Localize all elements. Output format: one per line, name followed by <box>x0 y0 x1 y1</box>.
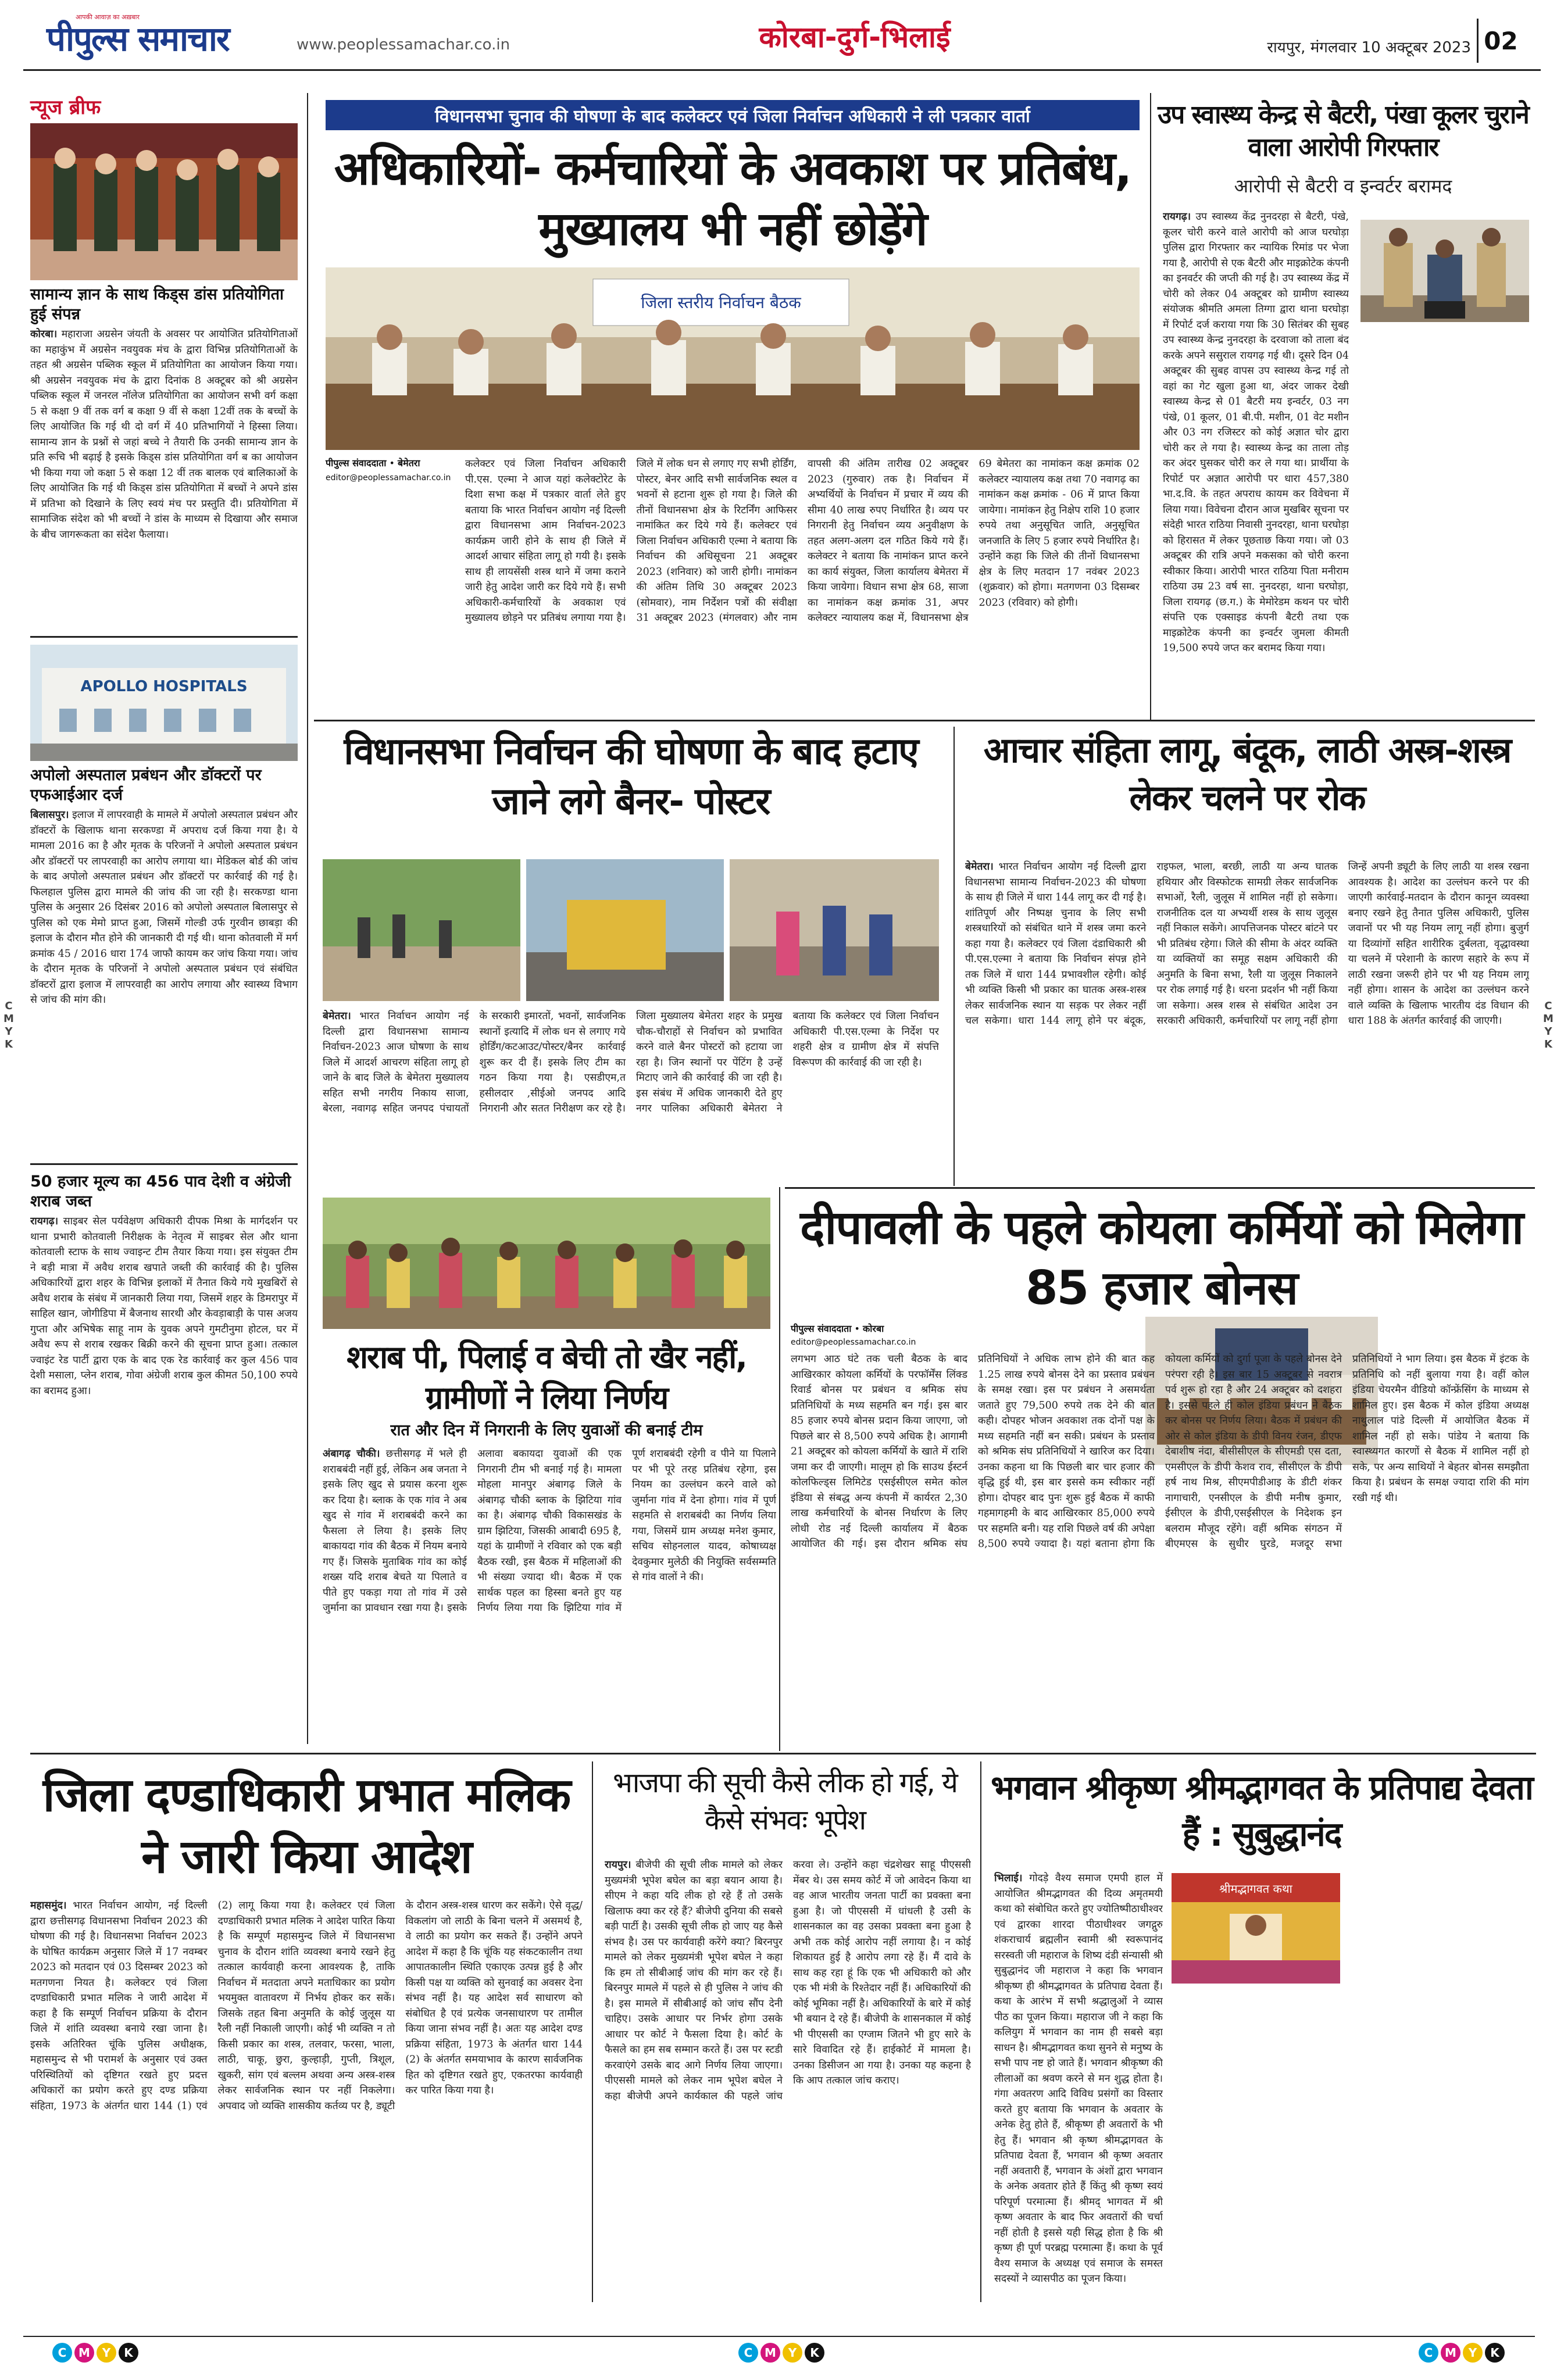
cmyk-marker-left: C M Y K <box>3 1000 14 1050</box>
page-number: 02 <box>1477 19 1523 63</box>
brief-3-title: 50 हजार मूल्य का 456 पाव देशी व अंग्रेजी शराब जब्त <box>30 1173 291 1210</box>
cmyk-m: M <box>760 2343 780 2363</box>
krishna-body-col1 <box>994 1871 1163 2301</box>
lead-body-text: कलेक्टर एवं जिला निर्वाचन अधिकारी पी.एस. एल्मा ने आज यहां कलेक्टोरेट के दिशा सभा कक्ष में पत्रकार वार्ता लेते हुए बताया कि भारत निर्वाचन आयोग नई दिल्ली द्वारा विधानसभा आम निर्वाचन-2023 कार्यक्रम जारी होने के साथ ही जिले में आदर्श आचार संहिता लागू हो गयी है। इसके साथ ही लायसेंसी शस्त्र थाने में जमा कराने जारी हेतु आदेश जारी कर दिये गये हैं। सभी अधिकारी-कर्मचारियों के अवकाश एवं मुख्यालय छोड़ने पर प्रतिबंध लगाया गया है। जिले में लोक धन से लगाए गए सभी होर्डिंग, पोस्टर, बेनर आदि सभी सार्वजनिक स्थल व भवनों से हटाना शुरू हो गया है। जिले की तीनों विधानसभा क्षेत्र के रिटर्निंग आफिसर नामांकित कर दिये गये हैं। कलेक्टर एवं जिला निर्वाचन अधिकारी एल्मा ने बताया कि निर्वाचन की अधिसूचना 21 अक्टूबर 2023 (शनिवार) को जारी होगी। नामांकन की अंतिम तिथि 30 अक्टूबर 2023 (सोमवार), नाम निर्देशन पत्रों की संवीक्षा 31 अक्टूबर 2023 (मंगलवार) और नाम वापसी की अंतिम तारीख 02 अक्टूबर 2023 (गुरुवार) तक है। निर्वाचन में अभ्यर्थियों के निर्वाचन में प्रचार में व्यय की सीमा 40 लाख रुपए निर्धारित है। व्यय पर निगरानी हेतु निर्वाचन व्यय अनुवीक्षण के तहत अलग-अलग दल गठित किये गये हैं। कलेक्टर ने बताया कि नामांकन प्राप्त करने का कार्य संयुक्त, जिला कार्यालय बेमेतरा में किया जायेगा। विधान सभा क्षेत्र 68, साजा का नामांकन कक्ष क्रमांक 31, अपर कलेक्टर न्यायालय कक्ष में, विधानसभा क्षेत्र 69 बेमेतरा का नामांकन कक्ष क्रमांक 02 कलेक्टर न्यायालय कक्ष तथा 70 नवागढ़ का नामांकन कक्ष क्रमांक - 06 में प्राप्त किया जायेगा। नामांकन हेतु निक्षेप राशि 10 हजार रुपये तथा अनुसूचित जाति, अनुसूचित जनजाति के लिए 5 हजार रुपये निर्धारित है। उन्होंने कहा कि जिले की तीनों विधानसभा क्षेत्र के लिए मतदान 17 नवंबर 2023 (शुक्रवार) को होगा। मतगणना 03 दिसम्बर 2023 (रविवार) को होगी। <box>465 458 1140 624</box>
banner-headline: विधानसभा निर्वाचन की घोषणा के बाद हटाए जाने लगे बैनर- पोस्टर <box>344 730 918 823</box>
cmyk-k: K <box>119 2343 138 2363</box>
brief-2-body <box>30 807 298 1156</box>
liquor-headline: शराब पी, पिलाई व बेची तो खैर नहीं, ग्रामीणों ने लिया निर्णय <box>347 1339 747 1416</box>
logo-tagline: आपकी आवाज़ का अख़बार <box>76 13 140 21</box>
cmyk-c: C <box>52 2343 72 2363</box>
brief-3-text: साइबर सेल पर्यवेक्षण अधिकारी दीपक मिश्रा के मार्गदर्शन पर थाना प्रभारी कोतवाली निरीक्षक के नेतृत्व में साइबर सेल और थाना कोतवाली स्टाफ के साथ ज्वाइन्ट टीम तैयार किया गया। इस संयुक्त टीम ने बड़ी मात्रा में अवैध शराब खपाते जब्ती की कार्रवाई की है। पुलिस अधिकारियों द्वारा शहर के विभिन्न इलाकों में तैनात किये गये मुखबिरों से अवैध शराब के संबंध में जानकारी लिया गया, जिसमें शहर के डिमरापुर में साहिल खान, जोगीडिपा में बैजनाथ सारथी और केवड़ाबाड़ी के पास अजय गुप्ता और अभिषेक साहू नाम के युवक अपने गुमटीनुमा होटल, घर में अवैध रूप से शराब रखकर बिक्री करने की सूचना प्राप्त हुआ। तत्काल ज्वाइंट रेड पार्टी द्वारा एक के बाद एक रेड कार्रवाई कर कुल 456 पाव देशी मसाला, प्लेन शराब, गोवा अंग्रेजी शराब कुल कीमत 50,100 रुपये का बरामद हुआ। <box>30 1216 298 1397</box>
lead-meeting-photo <box>326 267 1140 450</box>
dm-headline: जिला दण्डाधिकारी प्रभात मलिक ने जारी किया आदेश <box>42 1768 570 1884</box>
bonus-text: लगभग आठ घंटे तक चली बैठक के बाद आखिरकार कोयला कर्मियों के परफॉर्मेंस लिंक्ड रिवार्ड बोनस पर प्रबंधन व श्रमिक संघ प्रतिनिधियों के मध्य सहमति बन गई। इस बार 85 हजार रुपये बोनस प्रदान किया जाएगा, जो पिछले बार से 8,500 रुपये अधिक है। आगामी 21 अक्टूबर को कोयला कर्मियों के खाते में राशि जमा कर दी जाएगी। मालूम हो कि साउथ ईस्टर्न कोलफिल्ड्स लिमिटेड एसईसीएल समेत कोल इंडिया से संबद्ध अन्य कंपनी में कार्यरत 2,30 लाख कर्मचारियों के बोनस निर्धारण के लिए लोधी रोड नई दिल्ली कार्यालय में बैठक आयोजित की गई। इस दौरान श्रमिक संघ प्रतिनिधियों ने अधिक लाभ होने की बात कह 1.25 लाख रुपये बोनस देने का प्रस्ताव प्रबंधन के समक्ष रखा। इस पर प्रबंधन ने असमर्थता जताते हुए 79,500 रुपये तक देने की बात कही। दोपहर भोजन अवकाश तक दोनों पक्ष के मध्य सहमति नहीं बन सकी। प्रबंधन के प्रस्ताव को श्रमिक संघ प्रतिनिधियों ने खारिज कर दिया। उनका कहना था कि पिछली बार चार हजार की वृद्धि हुई थी, इस बार इससे कम स्वीकार नहीं होगा। दोपहर बाद पुनः शुरू हुई बैठक में काफी गहमागहमी के बाद आखिरकार 85,000 रुपये पर सहमति बनी। यह राशि पिछले वर्ष की अपेक्षा 8,500 रुपये ज्यादा है। यहां बताना होगा कि कोयला कर्मियों को दुर्गा पूजा के पहले बोनस देने परंपरा रही है। इस बार 15 अक्टूबर से नवरात्र पर्व शुरू हो रहा है और 24 अक्टूबर को दशहरा है। इससे पहले ही कोल इंडिया प्रबंधन ने बैठक कर बोनस पर निर्णय लिया। बैठक में प्रबंधन की ओर से कोल इंडिया के डीपी विनय रंजन, डीएफ देबाशीष नंदा, बीसीसीएल के सीएमडी एस दता, एमसीएल के डीपी केशव राव, सीसीएल के डीपी हर्ष नाथ मिश्र, सीएमपीडीआइ के डीटी शंकर नागाचारी, एनसीएल के डीपी मनीष कुमार, ईसीएल के डीपी,एसईसीएल के निदेशक इन बलराम मौजूद रहेंगे। वहीं श्रमिक संगठन में बीएमएस के सुधीर घुरडे, मजदूर सभा प्रतिनिधियों ने भाग लिया। इस बैठक में इंटक के प्रतिनिधि को नहीं बुलाया गया है। वहीं कोल इंडिया चेयरमैन वीडियो कॉन्फ्रेंसिंग के माध्यम से शामिल हुए। इस बैठक में कोल इंडिया अध्यक्ष नाथुलाल पांडे दिल्ली में आयोजित बैठक में शामिल नहीं हो सके। पांडेय ने बताया कि स्वास्थ्यगत कारणों से बैठक में शामिल नहीं हो सके, पर अन्य साथियों ने बेहतर बोनस समझौता किया है। प्रबंधन के समक्ष ज्यादा राशि की मांग रखी गई थी। <box>791 1353 1529 1550</box>
news-brief-label: न्यूज ब्रीफ <box>30 96 101 119</box>
website[interactable]: www.peoplessamachar.co.in <box>297 36 510 53</box>
section-name: कोरबा-दुर्ग-भिलाई <box>759 20 951 54</box>
brief-3-body <box>30 1214 298 1627</box>
lead-byline: पीपुल्स संवाददाता • बेमेतरा editor@peoplessamachar.co.in <box>326 458 451 483</box>
cmyk-k: K <box>805 2343 824 2363</box>
banner-dateline: बेमेतरा। <box>323 1010 351 1022</box>
brief-2-dateline: बिलासपुर। <box>30 809 69 821</box>
bonus-email[interactable]: editor@peoplessamachar.co.in <box>791 1338 916 1347</box>
upper-band-rule <box>314 720 1535 721</box>
mid-band-rule <box>785 1187 1535 1189</box>
theft-body-right <box>1360 331 1529 709</box>
liquor-text: छत्तीसगढ़ में भले ही शराबबंदी नहीं हुई, लेकिन अब जनता ने इसके लिए खुद से प्रयास करना शुरू कर दिया है। ब्लाक के एक गांव ने अब खुद से गांव में शराबबंदी करने का फैसला ले लिया है। इसके लिए बाकायदा गांव की बैठक में नियम बनाये गए हैं। जिसके मुताबिक गांव का कोई शख्स यदि शराब बेचते या पिलाते व पीते हुए पकड़ा गया तो गांव में उसे जुर्माना का प्रावधान रखा गया है। इसके अलावा बकायदा युवाओं की एक निगरानी टीम भी बनाई गई है। मामला मोहला मानपुर अंबागढ़ जिले के अंबागढ़ चौकी ब्लाक के झिटिया गांव का है। अंबागढ़ चौकी विकासखंड के ग्राम झिटिया, जिसकी आबादी 695 है, यहां के ग्रामीणों ने रविवार को एक बड़ी बैठक रखी, इस बैठक में महिलाओं की भी संख्या ज्यादा थी। बैठक में एक सार्थक पहल का हिस्सा बनते हुए यह निर्णय लिया गया कि झिटिया गांव में पूर्ण शराबबंदी रहेगी व पीने या पिलाने पर भी पूरे तरह प्रतिबंध रहेगा, इस नियम का उल्लंघन करने वाले को जुर्माना गांव में देना होगा। गांव में पूर्ण सहमति से शराबबंदी का निर्णय लिया गया, जिसमें ग्राम अध्यक्ष मनेश कुमार, सचिव सोहनलाल यादव, कोषाध्यक्ष देवकुमार मुलेठी की नियुक्ति सर्वसम्मति से गांव वालों ने की। <box>323 1448 776 1614</box>
lead-headline: अधिकारियों- कर्मचारियों के अवकाश पर प्रतिबंध, मुख्यालय भी नहीं छोड़ेंगे <box>334 141 1131 256</box>
cmyk-y: Y <box>1463 2343 1483 2363</box>
footer-rule <box>23 2336 1535 2337</box>
krishna-text: गोदड़े वैश्य समाज एमपी हाल में आयोजित श्रीमद्भागवत की दिव्य अमृतमयी कथा को संबोधित करते हुए ज्योतिष्पीठाधीश्वर एवं द्वारका शारदा पीठाधीश्वर जगद्गुरु शंकराचार्य ब्रह्मलीन स्वामी श्री स्वरूपानंद सरस्वती जी महाराज के शिष्य दंडी संन्यासी श्री सुबुद्धानंद जी महाराज ने कहा कि भगवान श्रीकृष्ण ही श्रीमद्भागवत के प्रतिपाद्य देवता हैं। कथा के आरंभ में सभी श्रद्धालुओं ने व्यास पीठ का पूजन किया। महाराज जी ने कहा कि कलियुग में भगवान का नाम ही सबसे बड़ा साधन है। श्रीमद्भागवत कथा सुनने से मनुष्य के सभी पाप नष्ट हो जाते हैं। भगवान श्रीकृष्ण की लीलाओं का श्रवण करने से मन शुद्ध होता है। गंगा अवतरण आदि विविध प्रसंगों का विस्तार करते हुए बताया कि भगवान के अवतार के अनेक हेतु होते हैं, श्रीकृष्ण ही अवतारों के भी हेतु हैं। भगवान श्री कृष्ण श्रीमद्भागवत के प्रतिपाद्य देवता हैं, भगवान श्री कृष्ण अवतार नहीं अवतारी हैं, भगवान के अंशों द्वारा भगवान के अनेक अवतार होते हैं किंतु श्री कृष्ण स्वयं परिपूर्ण परमात्मा हैं। श्रीमद् भागवत में श्री कृष्ण अवतार के बाद फिर अवतारों की चर्चा नहीं होती है इससे यही सिद्ध होता है कि श्री कृष्ण ही पूर्ण परब्रह्म परमात्मा हैं। कथा के पूर्व वैश्य समाज के अध्यक्ष एवं समाज के समस्त सदस्यों ने व्यासपीठ का पूजन किया। <box>994 1872 1163 2285</box>
liquor-subhead: रात और दिन में निगरानी के लिए युवाओं की बनाई टीम <box>390 1421 703 1439</box>
brief-2-title: अपोलो अस्पताल प्रबंधन और डॉक्टरों पर एफआईआर दर्ज <box>30 766 262 804</box>
bjp-text: बीजेपी की सूची लीक मामले को लेकर मुख्यमंत्री भूपेश बघेल का बड़ा बयान आया है। सीएम ने कहा यदि लीक हो रहे हैं तो उसके खिलाफ क्या कर रहे हैं? बीजेपी दुनिया की सबसे बड़ी पार्टी है। उसकी सूची लीक हो जाए यह कैसे संभव है। उस पर कार्यवाही करेंगे क्या? बिरनपुर मामले को लेकर मुख्यमंत्री भूपेश बघेल ने कहा कि हम तो सीबीआई जांच की मांग कर रहे हैं। बिरनपुर मामले में पहले से ही पुलिस ने जांच की है। इस मामले में सीबीआई को जांच सौंप देनी चाहिए। उसके आधार पर निर्भर होगा उसके आधार पर कोर्ट ने फैसला दिया है। कोर्ट के फैसले का हम सब सम्मान करते हैं। उस पर स्टडी करवाएंगे उसके बाद आगे निर्णय लिया जाएगा। पीएससी मामले को लेकर नाम भूपेश बघेल ने कहा बीजेपी अपने कार्यकाल की पहले जांच करवा ले। उन्होंने कहा चंद्रशेखर साहू पीएससी मेंबर थे। उस समय कोर्ट में जो आवेदन किया था वह आज भारतीय जनता पार्टी का प्रवक्ता बना हुआ है। जो पीएससी में धांधली है उसी के शासनकाल का वह उसका प्रवक्ता बना हुआ है अभी तक कोई आरोप नहीं लगाया है। न कोई शिकायत हुई है आरोप लगा रहे हैं। मैं दावे के साथ कह रहा हूं कि एक भी अधिकारी को और एक भी मंत्री के रिश्तेदार नहीं हैं। अधिकारियों की कोई भूमिका नहीं है। अधिकारियों के बारे में कोई भी बयान दे रहे हैं। बीजेपी के शासनकाल में कोई भी पीएससी का एग्जाम जितने भी हुए सारे के सारे विवादित रहे हैं। हाईकोर्ट में मामला है। उनका डिसीजन आ गया है। उनका यह कहना है कि आप तत्काल जांच कराए। <box>605 1859 971 2102</box>
banner-body <box>323 1009 939 1195</box>
theft-text: उप स्वास्थ्य केंद्र नुनदरहा से बैटरी, पंखे, कूलर चोरी करने वाले आरोपी को आज घरघोड़ा पुलिस द्वारा गिरफ्तार कर न्यायिक रिमांड पर भेजा गया है, आरोपी से एक बैटरी और माइक्रोटेक कंपनी का इनवर्टर की जप्ती की गई है। उप स्वास्थ्य केंद्र में चोरी को लेकर 04 अक्टूबर को ग्रामीण स्वास्थ्य संयोजक श्रीमति अमला तिग्गा द्वारा थाना घरघोड़ा में रिपोर्ट दर्ज कराया गया कि 30 सितंबर की सुबह उप स्वास्थ्य केन्द्र नुनदरहा के दरवाजा को ताला बंद करके अपने ससुराल रायगढ़ गई थी। दूसरे दिन 04 अक्टूबर की सुबह वापस उप स्वास्थ्य केन्द्र गई तो वहां का गेट खुला हुआ था, अंदर जाकर देखी स्वास्थ्य केन्द्र से 01 बैटरी मय इन्वर्टर, 03 नग पंखे, 01 कूलर, 01 बी.पी. मशीन, 01 वेट मशीन और 03 नग रजिस्टर को कोई अज्ञात चोर द्वारा चोरी कर ले गया है। स्वास्थ्य केन्द्र का ताला तोड़ कर अंदर घुसकर चोरी कर ले गया था। प्रार्थीया के रिपोर्ट पर अज्ञात आरोपी पर धारा 457,380 भा.द.वि. के तहत अपराध कायम कर विवेचना में लिया गया। विवेचना दौरान आज मुखबिर सूचना पर संदेही भारत राठिया निवासी नुनदरहा, थाना घरघोड़ा को हिरासत में लेकर पूछताछ किया गया। जो 03 अक्टूबर की रात्रि अपने मकसका को चोरी करना स्वीकार किया। आरोपी भारत राठिया पिता मनीराम राठिया उम्र 23 वर्ष सा. नुनदरहा, थाना घरघोड़ा, जिला रायगढ़ (छ.ग.) के मेमोरेडम कथन पर चोरी संपत्ति एक एक्साइड कंपनी बैटरी तथा एक माइक्रोटेक कंपनी का इन्वर्टर जुमला कीमती 19,500 रुपये जप्त कर बरामद किया गया। <box>1163 211 1349 654</box>
code-text: भारत निर्वाचन आयोग नई दिल्ली द्वारा विधानसभा सामान्य निर्वाचन-2023 की घोषणा के साथ ही जिले में धारा 144 लागू कर दी गई है। शांतिपूर्ण और निष्पक्ष चुनाव के लिए सभी शस्त्रधारियों को संबंधित थाने में शस्त्र जमा करने कहा गया है। कलेक्टर एवं जिला दंडाधिकारी श्री पी.एस.एल्मा ने बताया कि निर्वाचन संपन्न होने तक जिले में धारा 144 प्रभावशील रहेगी। कोई भी व्यक्ति किसी भी प्रकार का घातक अस्त्र-शस्त्र लेकर सार्वजनिक स्थान या सड़क पर लेकर नहीं चल सकेगा। धारा 144 लागू होने पर बंदूक, राइफल, भाला, बरछी, लाठी या अन्य घातक हथियार और विस्फोटक सामग्री लेकर सार्वजनिक सभाओं, रैली, जुलूस में शामिल नहीं हो सकेगा। राजनीतिक दल या अभ्यर्थी शस्त्र के साथ जुलूस नहीं निकाल सकेंगे। आपत्तिजनक पोस्टर बांटने पर भी प्रतिबंध रहेगा। जिले की सीमा के अंदर व्यक्ति या व्यक्तियों का समूह सक्षम अधिकारी की अनुमति के बिना सभा, रैली या जुलूस निकालने पर रोक लगाई गई है। धरना प्रदर्शन भी नहीं किया जा सकेगा। अस्त्र शस्त्र से संबंधित आदेश उन सरकारी अधिकारी, कर्मचारियों पर लागू नहीं होगा जिन्हें अपनी ड्यूटी के लिए लाठी या शस्त्र रखना आवश्यक है। आदेश का उल्लंघन करने पर की जाएगी कार्रवाई-मतदान के दौरान कानून व्यवस्था बनाए रखने हेतु तैनात पुलिस अधिकारी, पुलिस जवानों पर भी यह नियम लागू नहीं होगा। बुजुर्ग या दिव्यांगों सहित शारीरिक दुर्बलता, वृद्धावस्था या चलने में परेशानी के कारण सहारे के रूप में लाठी रखना जरूरी होने पर भी यह नियम लागू नहीं होगा। शासन के आदेश का उल्लंघन करने वाले व्यक्ति के खिलाफ भारतीय दंड विधान की धारा 188 के अंतर्गत कार्रवाई की जाएगी। <box>965 861 1529 1027</box>
bonus-body <box>791 1352 1529 1747</box>
katha-banner-text: श्रीमद्भागवत कथा <box>1219 1882 1292 1896</box>
cmyk-footer-left <box>52 2343 138 2363</box>
cmyk-c: C <box>1419 2343 1438 2363</box>
brief-1-text: महाराजा अग्रसेन जंयती के अवसर पर आयोजित प्रतियोगिताओं का महाकुंभ में अग्रसेन नवयुवक मंच के द्वारा विभिन्न प्रतियोगिताओं के तहत श्री अग्रसेन पब्लिक स्कूल में प्रतियोगिता का आयोजन किया गया। श्री अग्रसेन नवयुवक मंच के द्वारा दिनांक 8 अक्टूबर को श्री अग्रसेन पब्लिक स्कूल में जनरल नॉलेज प्रतियोगिता का आयोजन सभी वर्ग कक्षा 5 से कक्षा 9 वीं तक वर्ग ब कक्षा 9 वीं से कक्षा 12वीं तक के बच्चों के लिए आयोजित कि गई थी दो वर्ग में 40 प्रतिभागियों ने हिस्सा लिया। सामान्य ज्ञान के प्रश्नों से जहां बच्चे ने तैयारी कि उनकी सामान्य ज्ञान के प्रति रूचि भी बढ़ाई है इसके किड्स डांस प्रतियोगिता वर्ग ब का आयोजन भी किया गया जो कक्षा 5 से कक्षा 12 वीं तक बालक एवं बालिकाओं के लिए आयोजित कि गई थी किड्स डांस प्रतियोगिता में बच्चों ने अपने डांस में प्रतिभा को दिखाने के लिए स्वयं मंच पर प्रस्तुति दी। प्रतियोगिता में सामाजिक संदेश को भी बच्चों ने डांस के माध्यम से दिखाया और समाज के बीच जागरूकता का संदेश फैलाया। <box>30 328 298 541</box>
bjp-body <box>605 1857 971 2299</box>
theft-dateline: रायगढ़। <box>1163 211 1191 223</box>
theft-headline: उप स्वास्थ्य केन्द्र से बैटरी, पंखा कूलर चुराने वाला आरोपी गिरफ्तार <box>1158 100 1529 162</box>
lower-band-rule <box>30 1753 1536 1754</box>
dm-text: भारत निर्वाचन आयोग, नई दिल्ली द्वारा छत्तीसगढ़ विधानसभा निर्वाचन 2023 की घोषणा की गई है। विधानसभा निर्वाचन 2023 के घोषित कार्यक्रम अनुसार जिले में 17 नवम्बर 2023 को मतदान एवं 03 दिसम्बर 2023 को मतगणना नियत है। कलेक्टर एवं जिला दण्डाधिकारी प्रभात मलिक ने जारी आदेश में कहा है कि सम्पूर्ण निर्वाचन प्रक्रिया के दौरान जिले में शांति व्यवस्था बनाये रखा जाना है। इसके अतिरिक्त चूंकि पुलिस अधीक्षक, महासमुन्द से भी परामर्श के अनुसार एवं उक्त परिस्थितियों को दृष्टिगत रखते हुए प्रदत्त अधिकारों का प्रयोग करते हुए दण्ड प्रक्रिया संहिता, 1973 के अंतर्गत धारा 144 (1) एवं (2) लागू किया गया है। कलेक्टर एवं जिला दण्डाधिकारी प्रभात मलिक ने आदेश पारित किया है कि सम्पूर्ण महासमुन्द जिले में विधानसभा चुनाव के दौरान शांति व्यवस्था बनाये रखने हेतु तत्काल कार्यवाही करना आवश्यक है, ताकि निर्वाचन में मतदाता अपने मताधिकार का प्रयोग भयमुक्त वातावरण में निर्भय होकर कर सकें। जिसके तहत बिना अनुमति के कोई जुलूस या रैली नहीं निकाली जाएगी। कोई भी व्यक्ति न तो किसी प्रकार का शस्त्र, तलवार, फरसा, भाला, लाठी, चाकू, छुरा, कुल्हाड़ी, गुप्ती, त्रिशूल, खुकरी, सांग एवं बल्लम अथवा अन्य अस्त्र-शस्त्र लेकर सार्वजनिक स्थान पर नहीं निकलेगा। अपवाद जो व्यक्ति शासकीय कर्तव्य पर है, ड्यूटी के दौरान अस्त्र-शस्त्र धारण कर सकेंगे। ऐसे वृद्ध/विकलांग जो लाठी के बिना चलने में असमर्थ है, वे लाठी का प्रयोग कर सकते हैं। उन्होंने अपने आदेश में कहा है कि चूंकि यह संकटकालीन तथा आपातकालीन स्थिति एकाएक उत्पन्न हुई है और किसी पक्ष या व्यक्ति को सुनवाई का अवसर देना संभव नहीं है। यह आदेश सर्व साधारण को संबोधित है एवं प्रत्येक जनसाधारण पर तामील किया जाना संभव नहीं है। अतः यह आदेश दण्ड प्रक्रिया संहिता, 1973 के अंतर्गत धारा 144 (2) के अंतर्गत समयाभाव के कारण सार्वजनिक हित को दृष्टिगत रखते हुए, एकतरफा कार्यवाही कर पारित किया गया है। <box>30 1900 583 2112</box>
apollo-hospital-photo <box>30 645 298 761</box>
banner-code-rule <box>954 727 955 1186</box>
dm-bjp-rule <box>592 1761 593 2302</box>
cmyk-footer-right <box>1419 2343 1505 2363</box>
theft-subhead: आरोपी से बैटरी व इन्वर्टर बरामद <box>1234 175 1452 197</box>
dm-dateline: महासमुंद। <box>30 1900 67 1911</box>
cmyk-y: Y <box>783 2343 802 2363</box>
theft-body-left <box>1163 209 1349 709</box>
bjp-dateline: रायपुर। <box>605 1859 631 1871</box>
left-column-rule <box>307 93 308 1744</box>
lead-right-rule <box>1150 93 1151 721</box>
cmyk-k: K <box>1485 2343 1505 2363</box>
brief-1-dateline: कोरबा। <box>30 328 58 340</box>
brief-2-text: इलाज में लापरवाही के मामले में अपोलो अस्पताल प्रबंधन और डॉक्टरों के खिलाफ थाना सरकण्डा में अपराध दर्ज किया गया है। ये मामला 2016 का है और मृतक के परिजनों ने अपोलो अस्पताल प्रबंधन और डॉक्टरों पर लापरवाही का आरोप लगाया था। मेडिकल बोर्ड की जांच के बाद अपोलो अस्पताल प्रबंधन और डॉक्टरों पर कार्रवाई की गई है। फिलहाल पुलिस द्वारा मामले की जांच की जा रही है। सरकण्डा थाना पुलिस के अनुसार 26 दिसंबर 2016 को अपोलो अस्पताल बिलासपुर से पुलिस को एक मेमो प्राप्त हुआ, जिसमें गोल्डी उर्फ गुरवीन छाबड़ा की इलाज के दौरान मौत होने की जानकारी दी गई थी। थाना कोतवाली में मर्ग क्रमांक 45 / 2016 धारा 174 जाफौ कायम कर जांच किया गया। जांच के दौरान मृतक के परिजनों ने अपोलो अस्पताल प्रबंधन एवं संबंधित डॉक्टरों द्वारा इलाज में लापरवाही का आरोप लगाया और स्वास्थ्य विभाग से जांच की मांग की। <box>30 809 298 1006</box>
bhagwat-katha-photo <box>1172 1873 1340 1984</box>
cmyk-m: M <box>74 2343 94 2363</box>
liquor-dateline: अंबागढ़ चौकी। <box>323 1448 380 1460</box>
brief-divider-2 <box>30 1163 298 1165</box>
dm-body <box>30 1898 583 2299</box>
cmyk-y: Y <box>97 2343 116 2363</box>
cmyk-marker-right: C M Y K <box>1543 1000 1554 1050</box>
brief-1-body <box>30 327 298 629</box>
code-headline: आचार संहिता लागू, बंदूक, लाठी अस्त्र-शस्त्र लेकर चलने पर रोक <box>983 730 1511 819</box>
bjp-krishna-rule <box>980 1761 981 2302</box>
brief-1-title: सामान्य ज्ञान के साथ किड्स डांस प्रतियोगिता हुई संपन्न <box>30 285 284 323</box>
dateline: रायपुर, मंगलवार 10 अक्टूबर 2023 <box>1267 39 1471 56</box>
lead-byline-name: पीपुल्स संवाददाता <box>326 458 387 469</box>
meeting-banner-text: जिला स्तरीय निर्वाचन बैठक <box>641 293 801 312</box>
code-dateline: बेमेतरा। <box>965 861 994 873</box>
lead-kicker: विधानसभा चुनाव की घोषणा के बाद कलेक्टर एवं जिला निर्वाचन अधिकारी ने ली पत्रकार वार्ता <box>326 100 1140 130</box>
masthead <box>23 13 1541 71</box>
apollo-sign: APOLLO HOSPITALS <box>80 678 248 695</box>
banner-text: भारत निर्वाचन आयोग नई दिल्ली द्वारा विधानसभा सामान्य निर्वाचन-2023 आज घोषणा के साथ जिले में आदर्श आचरण संहिता लागू हो जाने के बाद जिले के बेमेतरा मुख्यालय सहित सभी नगरीय निकाय साजा, बेरला, नवागढ़ सहित जनपद पंचायतों के सरकारी इमारतों, भवनों, सार्वजनिक स्थानों इत्यादि में लोक धन से लगाए गये होर्डिंग/कटआउट/पोस्टर/बैनर कार्रवाई शुरू कर दी हैं। इसके लिए टीम का गठन किया गया है। एसडीएम,त हसीलदार ,सीईओ जनपद आदि निगरानी और सतत निरीक्षण कर रहे है। जिला मुख्यालय बेमेतरा शहर के प्रमुख चौक-चौराहों से निर्वाचन को प्रभावित करने वाले बैनर पोस्टरों को हटाया जा रहा है। जिन स्थानों पर पेंटिंग है उन्हें मिटाए जाने की कार्रवाई की जा रही है। इस संबंध में अधिक जानकारी देते हुए नगर पालिका अधिकारी बेमेतरा ने बताया कि कलेक्टर एवं जिला निर्वाचन अधिकारी पी.एस.एल्मा के निर्देश पर शहरी क्षेत्र व ग्रामीण क्षेत्र में संपत्ति विरूपण की कार्रवाई की जा रही है। <box>323 1010 939 1114</box>
krishna-body-col2 <box>1172 1991 1340 2299</box>
lead-body <box>465 456 1140 712</box>
bonus-byline: पीपुल्स संवाददाता • कोरबा editor@peoplessamachar.co.in <box>791 1323 916 1347</box>
cmyk-c: C <box>738 2343 758 2363</box>
cmyk-m: M <box>1441 2343 1460 2363</box>
banner-photos <box>323 859 939 1001</box>
kids-dance-photo <box>30 123 298 280</box>
krishna-dateline: भिलाई। <box>994 1872 1023 1884</box>
liquor-body <box>323 1446 776 1749</box>
lead-email[interactable]: editor@peoplessamachar.co.in <box>326 473 451 483</box>
logo-text: पीपुल्स समाचार <box>47 19 229 59</box>
brief-3-dateline: रायगढ़। <box>30 1216 59 1227</box>
bonus-headline: दीपावली के पहले कोयला कर्मियों को मिलेगा 85 हजार बोनस <box>800 1200 1523 1315</box>
cmyk-footer-center <box>738 2343 824 2363</box>
bjp-headline: भाजपा की सूची कैसे लीक हो गई, ये कैसे संभवः भूपेश <box>613 1767 957 1836</box>
bonus-byline-place: कोरबा <box>862 1323 884 1334</box>
brief-divider-1 <box>30 636 298 638</box>
theft-accused-photo <box>1360 220 1529 322</box>
bonus-byline-name: पीपुल्स संवाददाता <box>791 1323 852 1334</box>
code-body <box>965 859 1529 1185</box>
lead-byline-place: बेमेतरा <box>397 458 420 469</box>
villagers-photo <box>323 1198 770 1329</box>
krishna-body-col3 <box>1349 1871 1529 2301</box>
krishna-headline: भगवान श्रीकृष्ण श्रीमद्भागवत के प्रतिपाद्य देवता हैं : सुबुद्धानंद <box>991 1768 1533 1854</box>
liquor-bonus-rule <box>779 1187 780 1751</box>
